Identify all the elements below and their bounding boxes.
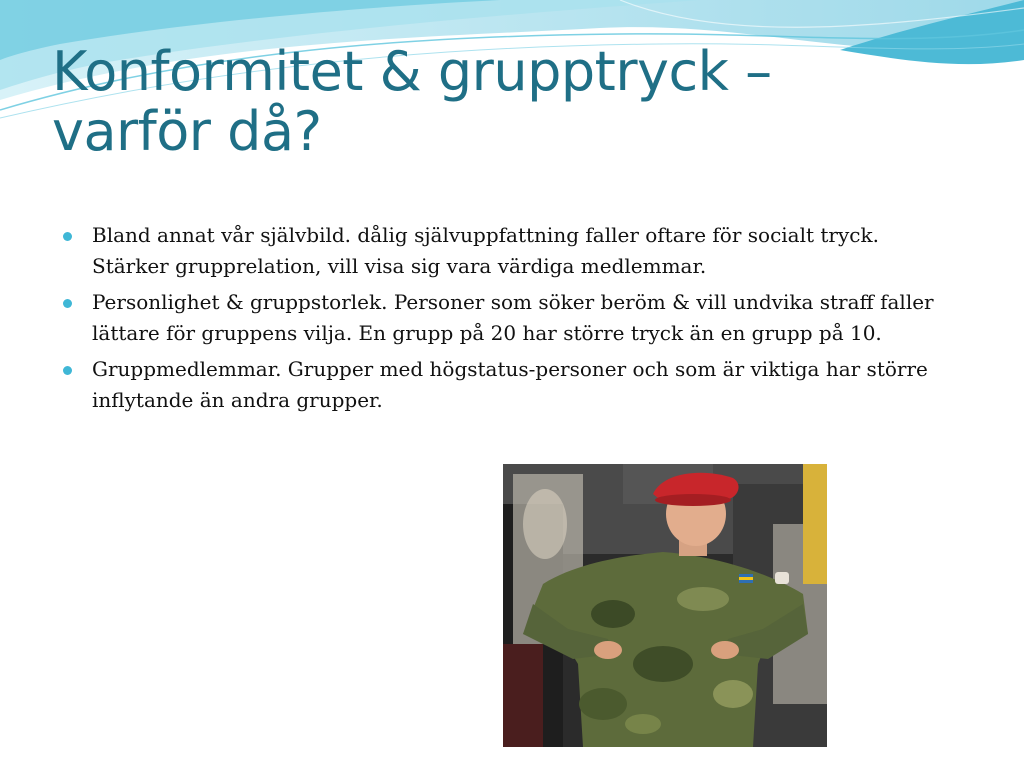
bullet-dot-icon xyxy=(63,232,72,241)
bullet-dot-icon xyxy=(63,299,72,308)
bullet-dot-icon xyxy=(63,366,72,375)
bullet-item xyxy=(62,354,962,416)
bullet-list xyxy=(62,220,962,421)
slide-title xyxy=(52,42,952,163)
bullet-item xyxy=(62,220,962,282)
title-line-1: Konformitet & grupptryck – xyxy=(52,40,772,103)
bullet-text: Personlighet & gruppstorlek. Personer som söker beröm & vill undvika straff faller lättare för gruppens vilja. En grupp på 20 har större tryck än en grupp på 10. xyxy=(92,290,934,345)
title-line-2: varför då? xyxy=(52,100,322,164)
soldier-photo xyxy=(503,464,827,747)
bullet-item xyxy=(62,287,962,349)
bullet-text: Gruppmedlemmar. Grupper med högstatus-personer och som är viktiga har större inflytande än andra grupper. xyxy=(92,357,928,412)
bullet-text: Bland annat vår självbild. dålig självuppfattning faller oftare för socialt tryck. Stärker grupprelation, vill visa sig vara värdiga medlemmar. xyxy=(92,223,879,278)
